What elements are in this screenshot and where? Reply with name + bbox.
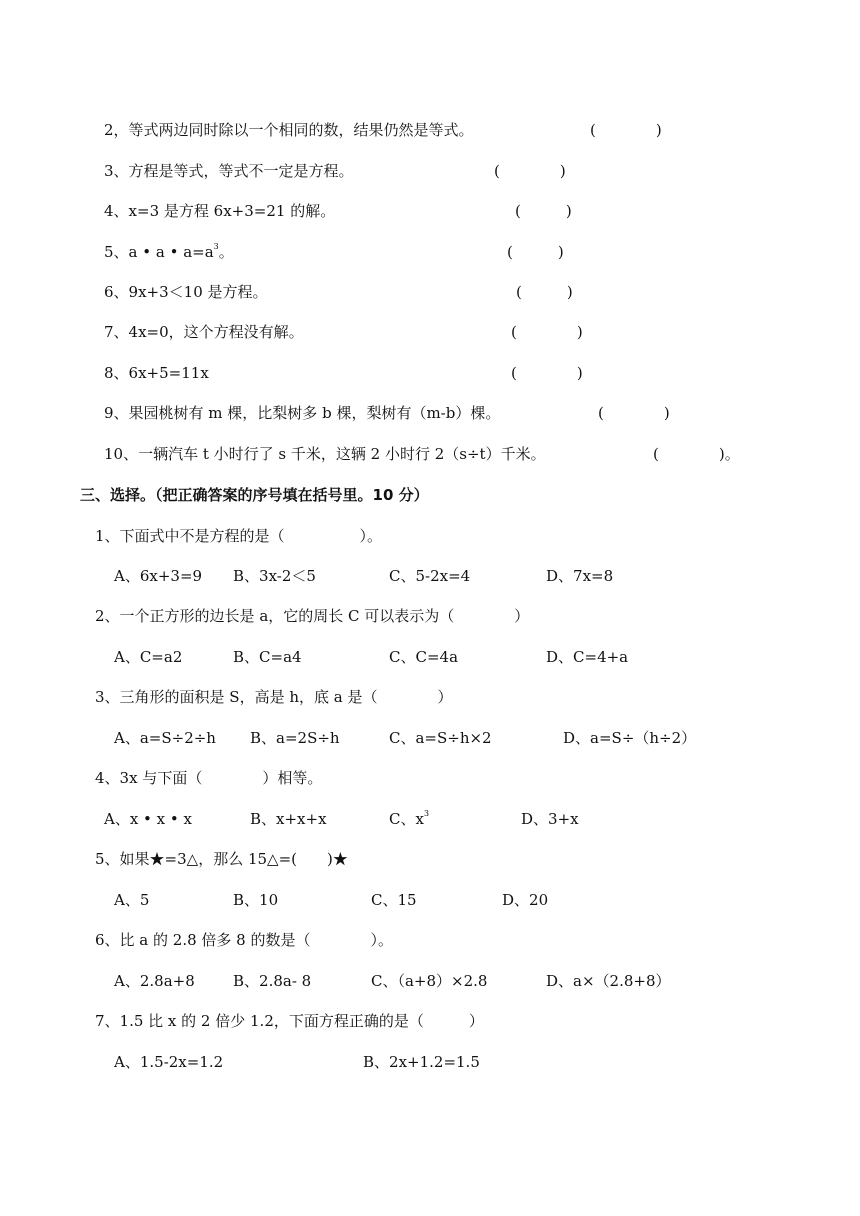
- option-d[interactable]: D、C=4+a: [546, 648, 629, 666]
- tf-item-text: 2，等式两边同时除以一个相同的数，结果仍然是等式。: [104, 121, 474, 139]
- tf-item-text: 5、a • a • a=a: [104, 243, 214, 261]
- answer-paren[interactable]: ( ): [511, 323, 583, 341]
- option-a[interactable]: A、a=S÷2÷h: [114, 729, 216, 747]
- option-b[interactable]: B、x+x+x: [250, 810, 327, 828]
- tf-item-text: 7、4x=0，这个方程没有解。: [104, 323, 304, 341]
- answer-paren[interactable]: ( ): [494, 162, 566, 180]
- tf-item-text: 6、9x+3＜10 是方程。: [104, 283, 268, 301]
- option-a[interactable]: A、2.8a+8: [114, 972, 195, 990]
- option-b[interactable]: B、10: [233, 891, 279, 909]
- option-b[interactable]: B、2x+1.2=1.5: [363, 1053, 480, 1071]
- option-c-text: C、x: [389, 810, 424, 828]
- tf-item-6: [104, 282, 268, 302]
- tf-item-10: [104, 444, 546, 464]
- question-1: 1、下面式中不是方程的是（ ）。: [95, 527, 383, 545]
- tf-item-4: [104, 201, 335, 221]
- question-6: 6、比 a 的 2.8 倍多 8 的数是（ ）。: [95, 931, 393, 949]
- option-d[interactable]: D、a=S÷（h÷2）: [563, 729, 697, 747]
- option-a[interactable]: A、6x+3=9: [114, 567, 203, 585]
- option-c[interactable]: [389, 809, 429, 829]
- answer-paren[interactable]: ( ): [511, 364, 583, 382]
- tf-item-text: 10、一辆汽车 t 小时行了 s 千米，这辆 2 小时行 2（s÷t）千米。: [104, 445, 546, 463]
- answer-paren[interactable]: ( ): [507, 243, 564, 261]
- option-c[interactable]: C、C=4a: [389, 648, 459, 666]
- tf-item-2: [104, 120, 474, 140]
- answer-paren[interactable]: ( ): [590, 121, 662, 139]
- superscript: 3: [213, 242, 219, 251]
- tf-item-text: 3、方程是等式，等式不一定是方程。: [104, 162, 354, 180]
- answer-paren[interactable]: ( ): [516, 283, 573, 301]
- answer-paren[interactable]: ( ): [598, 404, 670, 422]
- option-d[interactable]: D、3+x: [521, 810, 579, 828]
- tf-item-text-end: 。: [218, 243, 234, 261]
- tf-item-text: 4、x=3 是方程 6x+3=21 的解。: [104, 202, 336, 220]
- superscript: 3: [423, 809, 430, 818]
- tf-item-8: [104, 363, 209, 383]
- option-c[interactable]: C、15: [371, 891, 417, 909]
- question-7: 7、1.5 比 x 的 2 倍少 1.2，下面方程正确的是（ ）: [95, 1012, 484, 1030]
- tf-item-text: 8、6x+5=11x: [104, 364, 209, 382]
- option-b[interactable]: B、C=a4: [233, 648, 302, 666]
- option-a[interactable]: A、5: [114, 891, 150, 909]
- option-a[interactable]: A、C=a2: [114, 648, 183, 666]
- answer-paren[interactable]: ( ): [515, 202, 572, 220]
- question-5: 5、如果★=3△，那么 15△=( )★: [95, 850, 348, 868]
- tf-item-7: [104, 322, 304, 342]
- option-c[interactable]: C、（a+8）×2.8: [371, 972, 488, 990]
- option-c[interactable]: C、5-2x=4: [389, 567, 471, 585]
- tf-item-3: [104, 161, 354, 181]
- tf-item-5: [104, 242, 234, 262]
- option-b[interactable]: B、a=2S÷h: [250, 729, 340, 747]
- question-2: 2、一个正方形的边长是 a，它的周长 C 可以表示为（ ）: [95, 607, 530, 625]
- question-4: 4、3x 与下面（ ）相等。: [95, 769, 323, 787]
- option-a[interactable]: A、1.5-2x=1.2: [114, 1053, 224, 1071]
- question-3: 3、三角形的面积是 S，高是 h，底 a 是（ ）: [95, 688, 453, 706]
- answer-paren[interactable]: ( )。: [653, 445, 740, 463]
- option-d[interactable]: D、a×（2.8+8）: [546, 972, 671, 990]
- section-title: 三、选择。（把正确答案的序号填在括号里。10 分）: [80, 486, 429, 504]
- option-d[interactable]: D、7x=8: [546, 567, 614, 585]
- option-d[interactable]: D、20: [502, 891, 549, 909]
- option-b[interactable]: B、2.8a- 8: [233, 972, 312, 990]
- option-a[interactable]: A、x • x • x: [104, 810, 192, 828]
- tf-item-text: 9、果园桃树有 m 棵，比梨树多 b 棵，梨树有（m-b）棵。: [104, 404, 501, 422]
- option-b[interactable]: B、3x-2＜5: [233, 567, 316, 585]
- option-c[interactable]: C、a=S÷h×2: [389, 729, 492, 747]
- tf-item-9: [104, 403, 500, 423]
